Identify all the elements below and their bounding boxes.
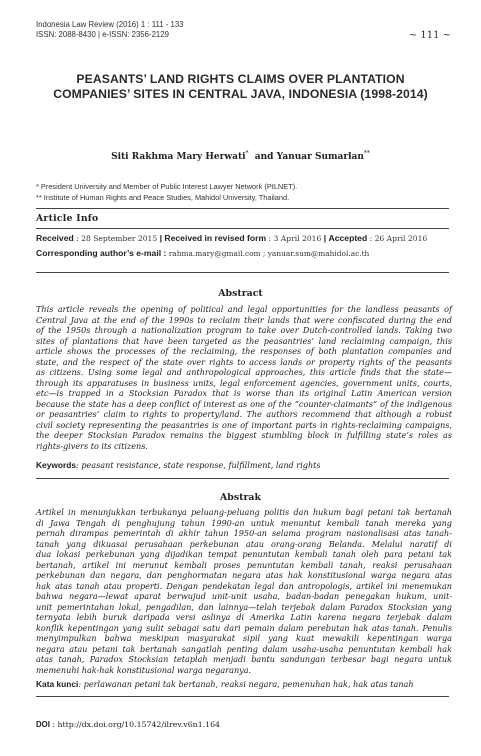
doi-label: DOI [36,720,50,729]
accepted-label: Accepted [328,233,368,243]
keywords [36,460,452,470]
abstrak-line: menyimpulkan bahwa meskipun masyarakat sipil yang kuat mewakili kepentingan warga [36,633,452,643]
abstract-line: state, and the respect of the state over rights to access lands or property rights of the peasants [36,356,452,367]
received-label: Received [36,233,74,243]
abstract-line: civil society representing the peasantries is one of important parts in rights-reclaiming campaigns, [36,419,452,430]
abstract-line: Central Java at the end of the 1990s to reclaim their lands that were confiscated during the end [36,314,452,325]
corresponding-label: Corresponding author’s e-mail : [36,248,167,258]
affiliations [36,182,297,203]
abstrak-line: hak atas tanah atau properti. Dengan pendekatan legal dan antropologis, artikel ini menemukan [36,580,452,591]
revised-label: Received in revised form [164,233,267,243]
revised-value: : 3 April 2016 [268,234,322,243]
corresponding-emails: rahma.mary@gmail.com ; yanuar.sum@mahidol.ac.th [168,249,370,258]
author-list [0,150,481,162]
doi [36,720,220,729]
separator-2: | [323,233,327,243]
abstrak-line: di Jawa Tengah di penghujung tahun 1990-an untuk menuntut kembali tanah mereka yang [36,517,452,528]
divider-bottom [36,696,449,697]
abstract-body [36,304,452,451]
abstrak-line: tanah yang dikuasai perusahaan perkebunan atau orang-orang Belanda. Melalui naratif di [36,538,452,549]
abstrak-line: pernah dirampas pemerintah di akhir tahun 1950-an selama program nasionalisasi atas tanah- [36,528,452,538]
title-line-1: PEASANTS’ LAND RIGHTS CLAIMS OVER PLANTATION [76,72,405,86]
divider-top [36,208,449,209]
abstract-line: through its apparatuses in business units, legal enforcement agencies, government units, courts, [36,377,452,388]
separator-1: | [159,233,163,243]
abstract-line: of the 1950s through a nationalization program to take over Dutch-controlled lands. Taking two [36,325,452,335]
author-conjunction: and [254,152,274,162]
abstrak-line: konflik kepentingan yang sulit sebagai satu dari pemain dalam perebutan hak atas tanah. Penulis [36,622,452,633]
journal-citation [36,20,184,40]
kata-kunci-value: : perlawanan petani tak bertanah, reaksi negara, pemenuhan hak, hak atas tanah [78,679,414,689]
kata-kunci-label: Kata kunci [36,679,79,689]
abstrak-line: negara atau petani tak bertanah sangatlah penting dalam usaha-usaha penuntutan kembali hak [36,643,452,654]
issn-line: ISSN: 2088-8430 | e-ISSN: 2356-2129 [36,30,169,39]
abstrak-line: atas tanah, Paradox Stocksian tetaplah menjadi bantu sandungan terbesar bagi negara untuk [36,654,452,664]
author-1: Siti Rakhma Mary Herwati [111,152,246,162]
author-2: Yanuar Sumarlan [276,152,364,162]
received-value: : 28 September 2015 [76,234,158,243]
abstract-line: sites of plantations that have been targeted as the peasantries’ land reclaiming campaign, this [36,335,452,346]
page-number: ~ 111 ~ [408,30,451,41]
abstract-heading: Abstract [218,288,263,299]
article-dates [36,233,427,243]
article-title [20,72,461,102]
author-2-mark: ** [363,150,370,157]
kata-kunci [36,679,452,689]
keywords-label: Keywords [36,460,77,470]
article-info-heading: Article Info [36,213,99,224]
abstract-line: etc—is trapped in a Stocksian Paradox that is worse than its original Latin American version [36,388,452,398]
abstrak-line: Artikel in menunjukkan terbukanya peluang-peluang politis dan hukum bagi petani tak bertanah [36,507,452,517]
abstract-line: the deeper Stocksian Paradox remains the biggest stumbling block in fulfilling state’s roles as [36,430,452,440]
abstrak-line: dua lokasi perkebunan yang dijadikan tempat penuntutan kembali tanah oleh para petani tak [36,549,452,559]
abstract-line: as citizens. Using some legal and anthropological approaches, this article finds that the state— [36,367,452,377]
author-1-mark: * [245,150,249,157]
abstract-line: or peasantries’ claim to rights to property/land. The authors recommend that although a robust [36,409,452,419]
abstrak-line: perkebunan dan negara, dan penghormatan negara atas hak konstitusional warga negara atas [36,570,452,580]
abstrak-line: memenuhi hak-hak konstitusional warga negaranya. [36,664,252,675]
affiliation-1: * President University and Member of Public Interest Lawyer Network (PILNET). [36,182,298,191]
affiliation-2: ** Institute of Human Rights and Peace Studies, Mahidol University, Thailand. [36,192,290,202]
doi-value: : http://dx.doi.org/10.15742/ilrev.v6n1.164 [52,720,221,729]
abstrak-heading: Abstrak [220,492,261,503]
abstract-line: rights-givers to its citizens. [36,440,148,451]
abstrak-line: bertanah, artikel ini merunut kembali proses penuntutan kembali tanah, reaksi perusahaan [36,559,452,570]
accepted-value: : 26 April 2016 [369,234,428,243]
keywords-value: : peasant resistance, state response, fulfillment, land rights [76,460,321,470]
divider-abstract [36,272,449,273]
corresponding-author [36,248,369,258]
abstrak-body [36,507,452,675]
journal-name-line: Indonesia Law Review (2016) 1 : 111 - 133 [36,20,184,29]
title-line-2: COMPANIES’ SITES IN CENTRAL JAVA, INDONESIA (1998-2014) [53,87,428,101]
abstract-line: article shows the processes of the reclaiming, the responses of both plantation companies and [36,346,452,356]
abstrak-line: bahwa negara—lewat aparat berwujud unit-unit usaha, badan-badan penegakan hukum, unit- [36,591,452,601]
abstract-line: because the state has a deep conflict of interest as one of the “counter-claimants” of the indigenous [36,398,452,409]
abstrak-line: unit pemerintahan lokal, pengadilan, dan lainnya—telah terjebak dalam Paradox Stocksian yang [36,601,452,612]
divider-article-info [36,228,449,229]
abstract-line: This article reveals the opening of political and legal opportunities for the landless peasants of [36,304,452,314]
divider-abstrak [36,478,449,479]
abstrak-line: ternyata lebih buruk daripada versi aslinya di Amerika Latin karena negara terjebak dalam [36,612,452,622]
